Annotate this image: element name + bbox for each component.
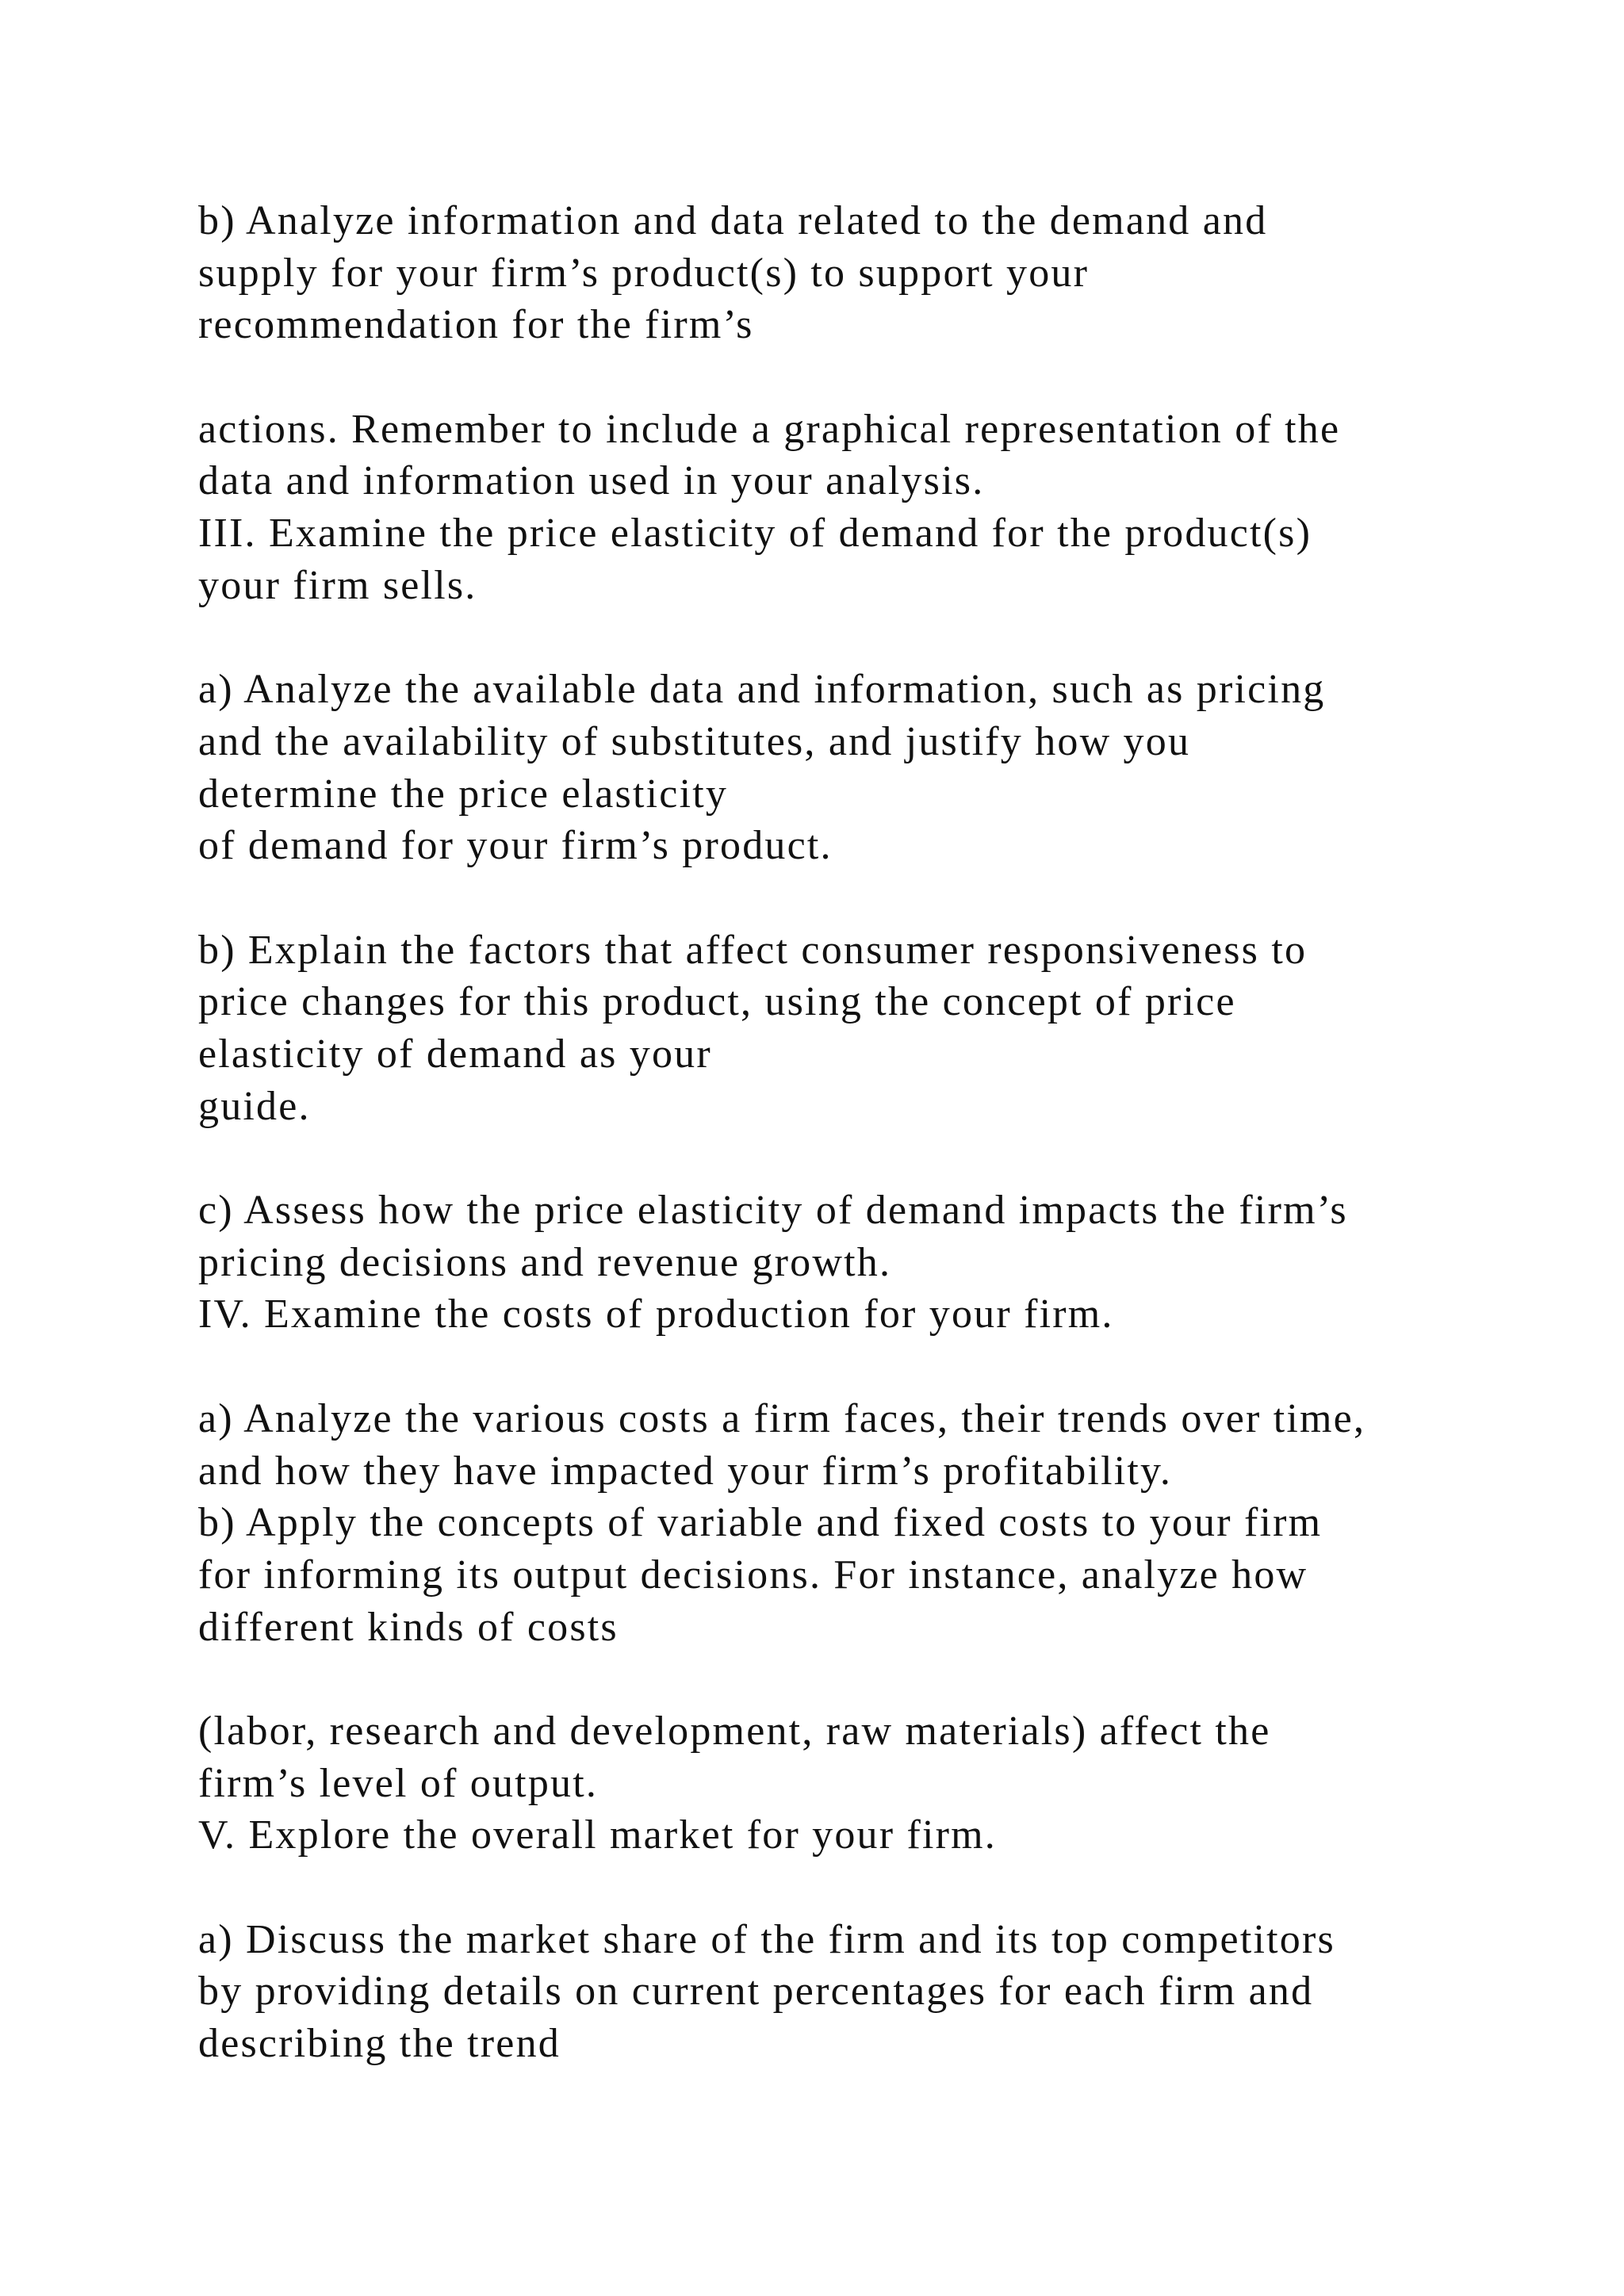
- text-line: describing the trend: [198, 2021, 561, 2067]
- text-line: III. Examine the price elasticity of demand for the product(s): [198, 511, 1312, 557]
- text-line: (labor, research and development, raw materials) affect the: [198, 1708, 1271, 1754]
- text-line: guide.: [198, 1083, 311, 1129]
- blank-line: [198, 612, 1507, 664]
- text-line: by providing details on current percentages for each firm and: [198, 1969, 1314, 2015]
- text-line: determine the price elasticity: [198, 771, 729, 817]
- blank-line: [198, 872, 1507, 924]
- text-line: for informing its output decisions. For instance, analyze how: [198, 1552, 1308, 1598]
- text-line: recommendation for the firm’s: [198, 302, 754, 348]
- text-line: V. Explore the overall market for your firm.: [198, 1812, 998, 1858]
- blank-line: [198, 1132, 1507, 1184]
- text-line: and how they have impacted your firm’s profitability.: [198, 1448, 1173, 1494]
- text-line: a) Analyze the available data and information, such as pricing: [198, 667, 1326, 713]
- text-line: a) Discuss the market share of the firm and its top competitors: [198, 1916, 1335, 1962]
- text-line: different kinds of costs: [198, 1604, 619, 1650]
- text-line: IV. Examine the costs of production for your firm.: [198, 1292, 1114, 1337]
- text-line: a) Analyze the various costs a firm faces, their trends over time,: [198, 1395, 1366, 1441]
- blank-line: [198, 1653, 1507, 1705]
- text-line: c) Assess how the price elasticity of demand impacts the firm’s: [198, 1188, 1348, 1234]
- text-line: pricing decisions and revenue growth.: [198, 1239, 892, 1285]
- text-line: actions. Remember to include a graphical representation of the: [198, 406, 1341, 452]
- text-line: data and information used in your analysis.: [198, 458, 985, 504]
- document-body: [198, 195, 1507, 2070]
- text-line: firm’s level of output.: [198, 1760, 599, 1806]
- text-line: price changes for this product, using the concept of price: [198, 979, 1236, 1025]
- text-line: and the availability of substitutes, and justify how you: [198, 718, 1191, 764]
- text-line: supply for your firm’s product(s) to support your: [198, 250, 1090, 296]
- text-line: b) Explain the factors that affect consumer responsiveness to: [198, 927, 1308, 973]
- text-line: elasticity of demand as your: [198, 1031, 712, 1077]
- text-line: your firm sells.: [198, 562, 477, 608]
- text-line: b) Apply the concepts of variable and fixed costs to your firm: [198, 1500, 1323, 1546]
- blank-line: [198, 1341, 1507, 1393]
- text-line: b) Analyze information and data related to the demand and: [198, 198, 1268, 243]
- blank-line: [198, 1862, 1507, 1914]
- text-line: of demand for your firm’s product.: [198, 823, 833, 869]
- blank-line: [198, 351, 1507, 404]
